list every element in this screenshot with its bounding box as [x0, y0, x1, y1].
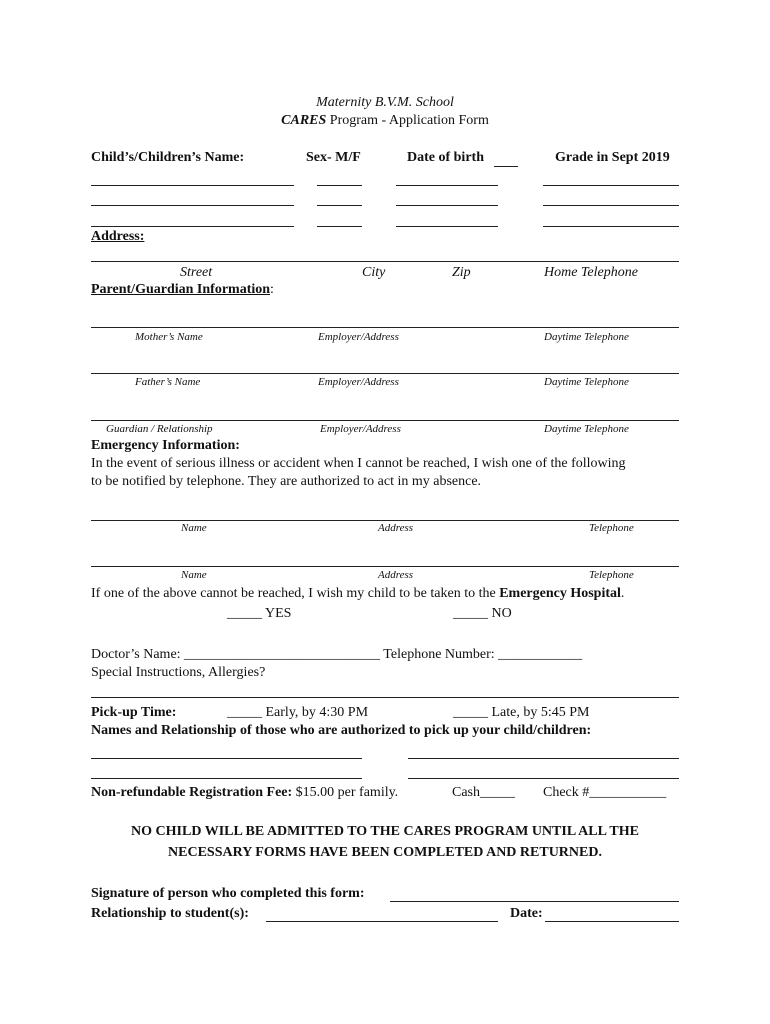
child-grade-line-2[interactable] [543, 205, 679, 206]
city-caption: City [362, 265, 386, 280]
child-grade-line-1[interactable] [543, 185, 679, 186]
emergency-address-caption-2: Address [378, 569, 414, 581]
father-phone-caption: Daytime Telephone [544, 376, 629, 388]
admission-notice-line-1: NO CHILD WILL BE ADMITTED TO THE CARES PROGRAM UNTIL ALL THE [131, 824, 639, 839]
child-sex-line-2[interactable] [317, 205, 362, 206]
guardian-line[interactable] [91, 420, 679, 421]
street-caption: Street [180, 265, 213, 280]
guardian-employer-caption: Employer/Address [320, 423, 401, 435]
emergency-phone-caption-2: Telephone [589, 569, 634, 581]
date-label: Date: [510, 906, 543, 921]
address-line[interactable] [91, 261, 679, 262]
children-name-header: Child’s/Children’s Name: [91, 150, 245, 165]
signature-line[interactable] [390, 901, 679, 902]
grade-header: Grade in Sept 2019 [555, 150, 670, 165]
emergency-text-2: to be notified by telephone. They are authorized to act in my absence. [91, 474, 482, 489]
fee-label: Non-refundable Registration Fee: [91, 785, 293, 800]
relationship-line[interactable] [266, 921, 498, 922]
dob-header: Date of birth [407, 150, 484, 165]
signature-label: Signature of person who completed this form: [91, 886, 365, 901]
doctor-and-phone-fields[interactable]: Doctor’s Name: ____________________________ Telephone Number: ____________ [91, 647, 583, 662]
child-sex-line-3[interactable] [317, 226, 362, 227]
hospital-yes-option[interactable]: _____ YES [227, 606, 292, 621]
child-grade-line-3[interactable] [543, 226, 679, 227]
admission-notice-line-2: NECESSARY FORMS HAVE BEEN COMPLETED AND RETURNED. [168, 845, 602, 860]
date-line[interactable] [545, 921, 679, 922]
pickup-label: Pick-up Time: [91, 705, 177, 720]
mother-phone-caption: Daytime Telephone [544, 331, 629, 343]
emergency-name-caption-1: Name [181, 522, 207, 534]
father-employer-caption: Employer/Address [318, 376, 399, 388]
program-name: CARES [281, 113, 327, 128]
authorized-pickup-line-1[interactable] [91, 758, 362, 759]
registration-fee [91, 785, 398, 801]
mother-employer-caption: Employer/Address [318, 331, 399, 343]
home-phone-caption: Home Telephone [544, 265, 638, 280]
authorized-pickup-line-4[interactable] [408, 778, 679, 779]
cash-field[interactable]: Cash_____ [452, 785, 515, 800]
authorized-pickup-label: Names and Relationship of those who are authorized to pick up your child/children: [91, 723, 592, 738]
emergency-address-caption-1: Address [378, 522, 414, 534]
check-number-field[interactable]: Check #___________ [543, 785, 667, 800]
pickup-late-option[interactable]: _____ Late, by 5:45 PM [453, 705, 590, 720]
parent-label: Parent/Guardian Information [91, 282, 271, 297]
mother-line[interactable] [91, 327, 679, 328]
emergency-name-caption-2: Name [181, 569, 207, 581]
relationship-label: Relationship to student(s): [91, 906, 249, 921]
parent-section-title [91, 282, 274, 298]
pickup-early-option[interactable]: _____ Early, by 4:30 PM [227, 705, 369, 720]
child-dob-line-3[interactable] [396, 226, 498, 227]
zip-caption: Zip [452, 265, 471, 280]
child-sex-line-1[interactable] [317, 185, 362, 186]
form-title-rest: Program - Application Form [326, 113, 489, 128]
guardian-caption: Guardian / Relationship [106, 423, 213, 435]
mother-caption: Mother’s Name [135, 331, 203, 343]
child-dob-line-1[interactable] [396, 185, 498, 186]
hospital-text-main: If one of the above cannot be reached, I wish my child to be taken to the [91, 586, 500, 601]
child-dob-line-2[interactable] [396, 205, 498, 206]
sex-header: Sex- M/F [306, 150, 361, 165]
child-name-line-1[interactable] [91, 185, 294, 186]
guardian-phone-caption: Daytime Telephone [544, 423, 629, 435]
dob-header-underline [494, 166, 518, 167]
parent-label-colon: : [270, 282, 274, 297]
hospital-text [91, 586, 624, 602]
hospital-no-option[interactable]: _____ NO [453, 606, 512, 621]
father-caption: Father’s Name [135, 376, 201, 388]
special-instructions-line[interactable] [91, 697, 679, 698]
address-label: Address: [91, 229, 145, 244]
form-title [0, 113, 770, 129]
hospital-text-bold: Emergency Hospital [499, 586, 621, 601]
emergency-contact-line-2[interactable] [91, 566, 679, 567]
emergency-phone-caption-1: Telephone [589, 522, 634, 534]
father-line[interactable] [91, 373, 679, 374]
fee-amount: $15.00 per family. [292, 785, 399, 800]
child-name-line-2[interactable] [91, 205, 294, 206]
authorized-pickup-line-3[interactable] [91, 778, 362, 779]
school-name: Maternity B.V.M. School [316, 95, 454, 110]
authorized-pickup-line-2[interactable] [408, 758, 679, 759]
hospital-text-end: . [620, 586, 625, 601]
emergency-label: Emergency Information: [91, 438, 240, 453]
emergency-contact-line-1[interactable] [91, 520, 679, 521]
emergency-text-1: In the event of serious illness or accident when I cannot be reached, I wish one of the following [91, 456, 626, 471]
special-instructions-label: Special Instructions, Allergies? [91, 665, 266, 680]
child-name-line-3[interactable] [91, 226, 294, 227]
